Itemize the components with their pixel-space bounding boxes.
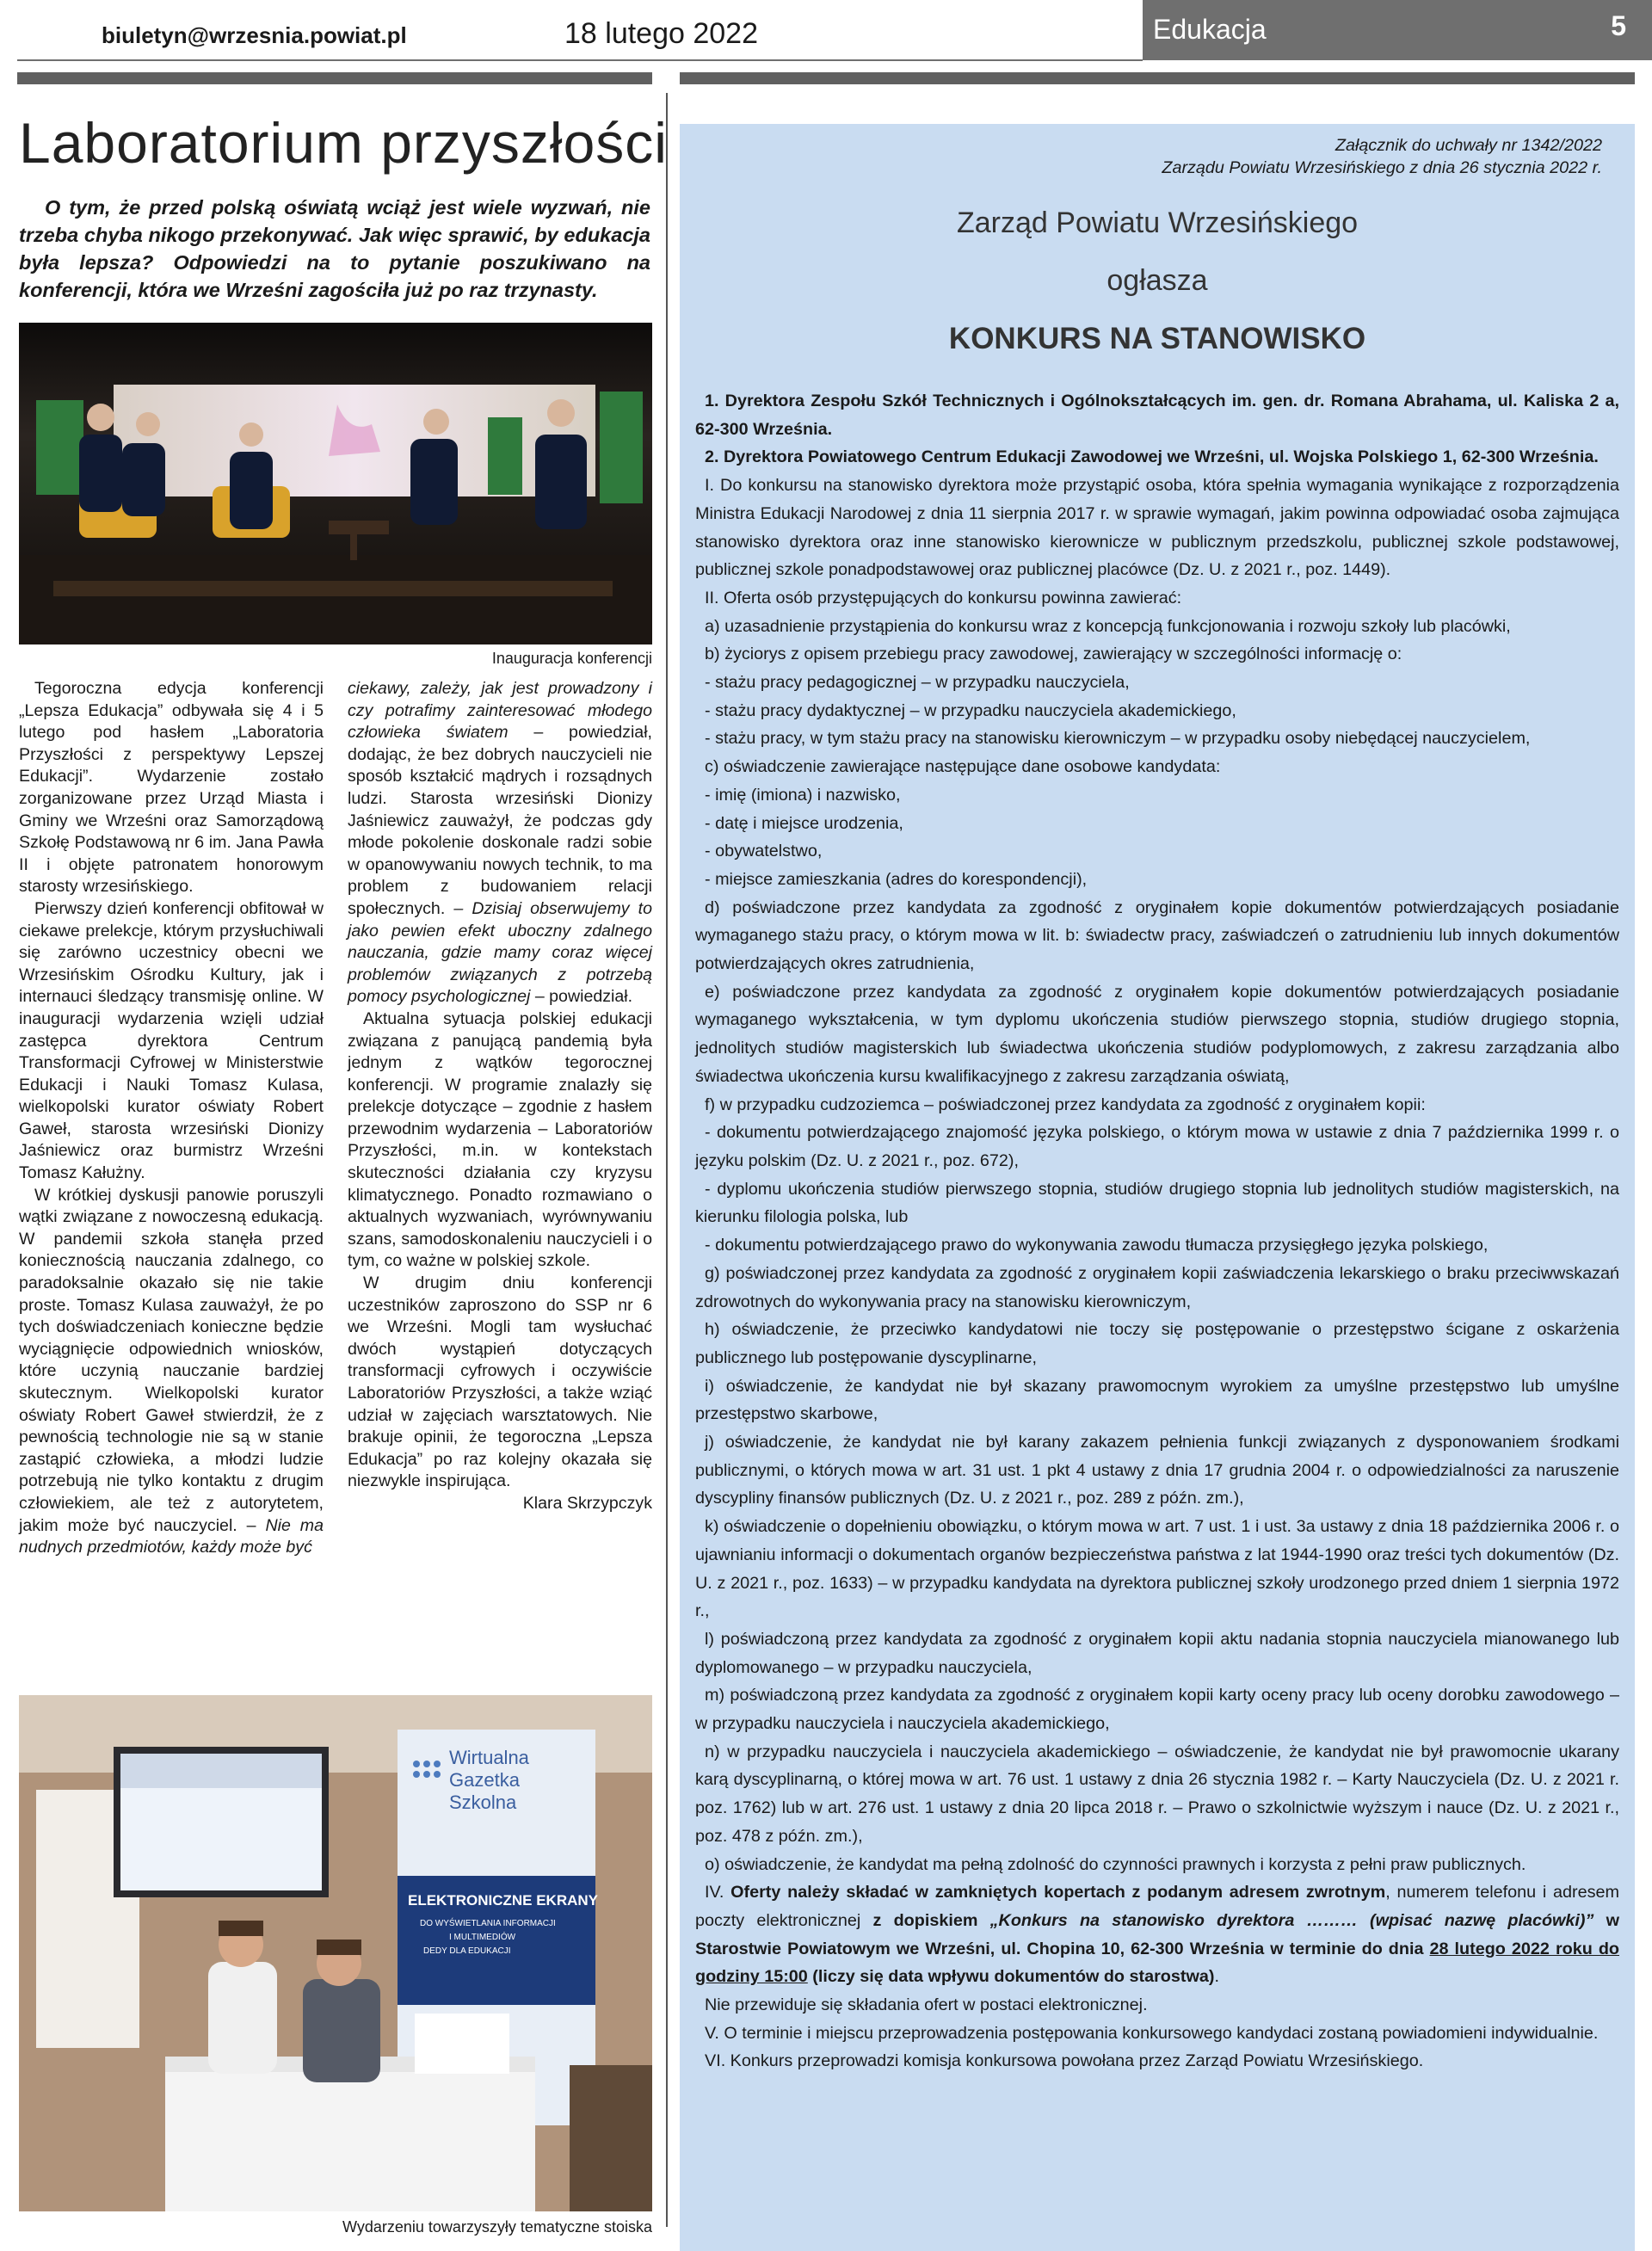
- quote-text: – Dzisiaj obserwujemy to jako pewien efekt uboczny zdalnego nauczania, gdzie mamy coraz więcej problemów związanych z potrzebą pomocy psychologicznej: [348, 898, 652, 1007]
- iv-bold: z dopiskiem: [872, 1910, 990, 1930]
- exhibition-stand-photo: [19, 1695, 652, 2211]
- iv-text: , numerem telefonu i adresem poczty elektronicznej: [695, 1883, 1619, 1930]
- quote-text: Nie ma nudnych przedmiotów, każdy może być: [19, 1515, 324, 1557]
- iv-envelope-label: „Konkurs na stanowisko dyrektora ……… (wpisać nazwę placówki)”: [989, 1910, 1594, 1930]
- conference-stage-photo: [19, 323, 652, 644]
- banner-brand-line3: Szkolna: [449, 1792, 517, 1813]
- header-rule: [17, 59, 1143, 61]
- notice-item: I. Do konkursu na stanowisko dyrektora może przystąpić osoba, która spełnia wymagania wynikające z rozporządzenia Ministra Edukacji Narodowej z dnia 11 sierpnia 2017 r. w sprawie wymagań, jakim powinna odpowiadać osoba zajmująca stanowisko dyrektora oraz inne stanowisko kierownicze w publicznym przedszkolu, publicznej szkole podstawowej, publicznej szkole ponadpodstawowej oraz publicznej placówce (Dz. U. z 2021 r., poz. 1449).: [695, 476, 1619, 580]
- article-column-2: [348, 678, 652, 1515]
- notice-item: k) oświadczenie o dopełnieniu obowiązku, o którym mowa w art. 7 ust. 1 i ust. 3a ustawy z dnia 18 października 2006 r. o ujawnianiu informacji o dokumentach organów bezpieczeństwa państwa z lat 1944-1990 oraz treści tych dokumentów (Dz. U. z 2021 r., poz. 1633) – w przypadku kandydata na dyrektora publicznej szkoły urodzonego przed dniem 1 sierpnia 1972 r.,: [695, 1517, 1619, 1621]
- notice-organization: Zarząd Powiatu Wrzesińskiego: [956, 207, 1359, 239]
- paragraph-text: – powiedział.: [530, 987, 633, 1007]
- quote-text: ciekawy, zależy, jak jest prowadzony i czy potrafimy zainteresować młodego człowieka światem: [348, 679, 652, 743]
- submission-instructions: [695, 1878, 1619, 1991]
- notice-item: e) poświadczone przez kandydata za zgodność z oryginałem kopie dokumentów potwierdzających posiadanie wymaganego wykształcenia, w tym dyplomu ukończenia studiów pierwszego stopnia, studiów drugiego stopnia, jednolitych studiów magisterskich lub świadectwa ukończenia studiów podyplomowych, z zakresu zarządzania albo świadectwa ukończenia kursu kwalifikacyjnego z zakresu zarządzania oświatą,: [695, 982, 1619, 1086]
- notice-item: a) uzasadnienie przystąpienia do konkursu wraz z koncepcją funkcjonowania i rozwoju szkoły lub placówki,: [705, 616, 1511, 636]
- banner-sub3: DEDY DLA EDUKACJI: [423, 1946, 511, 1956]
- iv-bold: w Starostwie Powiatowym we Wrześni, ul. Chopina 10, 62-300 Września w terminie do dnia: [695, 1910, 1619, 1958]
- iv-bold: Oferty należy składać w zamkniętych kopertach z podanym adresem zwrotnym: [730, 1883, 1386, 1903]
- iv-text: .: [1214, 1967, 1219, 1987]
- annex-reference: [1162, 134, 1602, 179]
- left-column-rule: [17, 72, 652, 84]
- article-lead: O tym, że przed polską oświatą wciąż jest wiele wyzwań, nie trzeba chyba nikogo przekonywać. Jak więc sprawić, by edukacja była lepsza? Odpowiedzi na to pytanie poszukiwano na konferencji, która we Wrześni zagościła już po raz trzynasty.: [19, 196, 650, 301]
- header-email: biuletyn@wrzesnia.powiat.pl: [102, 22, 407, 48]
- header-date: 18 lutego 2022: [564, 17, 758, 50]
- notice-item: m) poświadczoną przez kandydata za zgodność z oryginałem kopii karty oceny pracy lub oceny dorobku zawodowego – w przypadku nauczyciela i nauczyciela akademickiego,: [695, 1686, 1619, 1734]
- notice-item: f) w przypadku cudzoziemca – poświadczonej przez kandydata za zgodność z oryginałem kopii:: [705, 1095, 1426, 1114]
- paragraph: [348, 678, 652, 1008]
- banner-sub1: DO WYŚWIETLANIA INFORMACJI: [420, 1919, 556, 1928]
- notice-item: o) oświadczenie, że kandydat ma pełną zdolność do czynności prawnych i korzysta z pełni praw publicznych.: [705, 1854, 1526, 1874]
- photo1-caption: Inauguracja konferencji: [491, 650, 652, 667]
- notice-title: KONKURS NA STANOWISKO: [948, 322, 1366, 355]
- section-banner: [1143, 0, 1652, 60]
- banner-headline: ELEKTRONICZNE EKRANY: [408, 1892, 599, 1909]
- notice-item: i) oświadczenie, że kandydat nie był skazany prawomocnym wyrokiem za umyślne przestępstwo lub umyślne przestępstwo skarbowe,: [695, 1376, 1619, 1424]
- notice-item: - stażu pracy dydaktycznej – w przypadku nauczyciela akademickiego,: [705, 700, 1236, 720]
- paragraph: Tegoroczna edycja konferencji „Lepsza Edukacja” odbywała się 4 i 5 lutego pod hasłem „Laboratoria Przyszłości z perspektywy Lepszej Edukacji”. Wydarzenie zostało zorganizowane przez Urząd Miasta i Gminy we Wrześni oraz Samorządową Szkołę Podstawową nr 6 im. Jana Pawła II i objęte patronatem honorowym starosty wrzesińskiego.: [19, 679, 324, 897]
- notice-item: VI. Konkurs przeprowadzi komisja konkursowa powołana przez Zarząd Powiatu Wrzesińskiego.: [705, 2051, 1424, 2071]
- right-column-rule: [680, 72, 1635, 84]
- column-divider: [666, 93, 668, 2227]
- iv-bold: (liczy się data wpływu dokumentów do starostwa): [807, 1967, 1215, 1987]
- notice-item: g) poświadczonej przez kandydata za zgodność z oryginałem kopii zaświadczenia lekarskiego o braku przeciwwskazań zdrowotnych do wykonywania pracy na stanowisku kierowniczym,: [695, 1263, 1619, 1311]
- notice-item: - stażu pracy, w tym stażu pracy na stanowisku kierowniczym – w przypadku osoby niebędącej nauczycielem,: [705, 729, 1531, 749]
- photo2-caption: Wydarzeniu towarzyszyły tematyczne stoiska: [342, 2218, 652, 2236]
- banner-brand-line1: Wirtualna: [449, 1747, 529, 1768]
- notice-item: - datę i miejsce urodzenia,: [705, 813, 903, 833]
- notice-item: Nie przewiduje się składania ofert w postaci elektronicznej.: [705, 1995, 1148, 2015]
- notice-item: - dokumentu potwierdzającego prawo do wykonywania zawodu tłumacza przysięgłego języka polskiego,: [705, 1236, 1489, 1255]
- notice-item: d) poświadczone przez kandydata za zgodność z oryginałem kopie dokumentów potwierdzających posiadanie wymaganego stażu pracy, o którym mowa w lit. b: świadectw pracy, zaświadczeń o zatrudnieniu lub innych dokumentów potwierdzających okres zatrudnienia,: [695, 897, 1619, 974]
- notice-body: [695, 387, 1619, 2075]
- notice-item: - imię (imiona) i nazwisko,: [705, 785, 901, 805]
- notice-item: V. O terminie i miejscu przeprowadzenia postępowania konkursowego kandydaci zostaną powiadomieni indywidualnie.: [705, 2023, 1599, 2043]
- annex-line: Załącznik do uchwały nr 1342/2022: [1335, 136, 1602, 155]
- banner-sub2: I MULTIMEDIÓW: [449, 1933, 516, 1942]
- notice-item: - dyplomu ukończenia studiów pierwszego stopnia, studiów drugiego stopnia lub jednolitych studiów magisterskich, na kierunku filologia polska, lub: [695, 1179, 1619, 1227]
- paragraph: [19, 1185, 324, 1559]
- iv-lead: IV.: [705, 1883, 731, 1903]
- notice-verb: ogłasza: [1106, 264, 1208, 297]
- notice-item: - dokumentu potwierdzającego znajomość języka polskiego, o którym mowa w ustawie z dnia 7 października 1999 r. o języku polskim (Dz. U. z 2021 r., poz. 672),: [695, 1123, 1619, 1170]
- notice-item: n) w przypadku nauczyciela i nauczyciela akademickiego – oświadczenie, że kandydat nie był prawomocnie ukarany karą dyscyplinarną, o której mowa w art. 76 ust. 1 ustawy z dnia 26 stycznia 1982 r. – Karty Nauczyciela (Dz. U. z 2021 r. poz. 1762) lub w art. 276 ust. 1 ustawy z dnia 20 lipca 2018 r. – Prawo o szkolnictwie wyższym i nauce (Dz. U. z 2021 r., poz. 478 z późn. zm.),: [695, 1742, 1619, 1846]
- paragraph: Aktualna sytuacja polskiej edukacji związana z panującą pandemią była jednym z wątków tegorocznej konferencji. W programie znalazły się prelekcje dotyczące – zgodnie z hasłem przewodnim wydarzenia – Laboratoriów Przyszłości, m.in. w kontekstach skuteczności działania czy kryzysu klimatycznego. Ponadto rozmawiano o aktualnych wyzwaniach, wyrównywaniu szans, samodoskonaleniu nauczycieli i o tym, co ważne w polskiej szkole.: [348, 1008, 652, 1271]
- notice-item: j) oświadczenie, że kandydat nie był karany zakazem pełnienia funkcji związanych z dysponowaniem środkami publicznymi, o których mowa w art. 31 ust. 1 pkt 4 ustawy z dnia 17 grudnia 2004 r. o odpowiedzialności za naruszenie dyscypliny finansów publicznych (Dz. U. z 2021 r., poz. 289 z późn. zm.),: [695, 1433, 1619, 1508]
- article-title: Laboratorium przyszłości: [19, 111, 668, 175]
- paragraph: Pierwszy dzień konferencji obfitował w ciekawe prelekcje, którym przysłuchiwali się zarówno uczestnicy obecni we Wrzesińskim Ośrodku Kultury, jak i internauci śledzący transmisję online. W inauguracji wydarzenia wzięli udział zastępca dyrektora Centrum Transformacji Cyfrowej w Ministerstwie Edukacji i Nauki Tomasz Kulasa, wielkopolski kurator oświaty Robert Gaweł, starosta wrzesiński Dionizy Jaśniewicz oraz burmistrz Wrześni Tomasz Kałużny.: [19, 898, 324, 1183]
- banner-brand-line2: Gazetka: [449, 1769, 520, 1791]
- paragraph-text: – powiedział, dodając, że bez dobrych nauczycieli nie sposób kształcić mądrych i rozsądnych ludzi. Starosta wrzesiński Dionizy Jaśniewicz zauważył, że podczas gdy młode pokolenie doskonale radzi sobie w opanowywaniu nowych technik, to ma problem z budowaniem relacji społecznych.: [348, 723, 652, 918]
- notice-item: - miejsce zamieszkania (adres do korespondencji),: [705, 869, 1088, 889]
- notice-item: l) poświadczoną przez kandydata za zgodność z oryginałem kopii aktu nadania stopnia nauczyciela mianowanego lub dyplomowanego – w przypadku nauczyciela,: [695, 1629, 1619, 1677]
- notice-item: II. Oferta osób przystępujących do konkursu powinna zawierać:: [705, 588, 1182, 607]
- notice-item: c) oświadczenie zawierające następujące dane osobowe kandydata:: [705, 757, 1221, 777]
- competition-notice: [680, 124, 1635, 2251]
- position-item: 1. Dyrektora Zespołu Szkół Technicznych i Ogólnokształcących im. gen. dr. Romana Abrahama, ul. Kaliska 2 a, 62-300 Września.: [695, 392, 1619, 439]
- section-label: Edukacja: [1153, 14, 1267, 45]
- article-author: Klara Skrzypczyk: [522, 1493, 652, 1513]
- notice-item: h) oświadczenie, że przeciwko kandydatowi nie toczy się postępowanie o przestępstwo ścigane z oskarżenia publicznego lub postępowanie dyscyplinarne,: [695, 1320, 1619, 1367]
- annex-line: Zarządu Powiatu Wrzesińskiego z dnia 26 stycznia 2022 r.: [1162, 158, 1602, 177]
- page-number: 5: [1611, 10, 1626, 41]
- article-column-1: [19, 678, 324, 1559]
- notice-item: b) życiorys z opisem przebiegu pracy zawodowej, zawierający w szczególności informację o:: [705, 644, 1402, 664]
- notice-item: - stażu pracy pedagogicznej – w przypadku nauczyciela,: [705, 673, 1130, 693]
- iv-deadline: 28 lutego 2022 roku do godziny 15:00: [695, 1939, 1619, 1987]
- notice-item: - obywatelstwo,: [705, 842, 823, 861]
- page-header: [0, 0, 1652, 60]
- paragraph-text: W krótkiej dyskusji panowie poruszyli wątki związane z nowoczesną edukacją. W pandemii szkoła stanęła przed koniecznością nauczania zdalnego, co paradoksalnie okazało się nie takie proste. Tomasz Kulasa zauważył, że po tych doświadczeniach konieczne będzie wyciągnięcie odpowiednich wniosków, które uczynią nauczanie bardziej skutecznym. Wielkopolski kurator oświaty Robert Gaweł stwierdził, że z pewnością technologie nie są w stanie zastąpić człowieka, a młodzi ludzie potrzebują nie tylko kontaktu z drugim człowiekiem, ale też z autorytetem, jakim może być nauczyciel. –: [19, 1185, 324, 1535]
- paragraph: W drugim dniu konferencji uczestników zaproszono do SSP nr 6 we Wrześni. Mogli tam wysłuchać dwóch wystąpień dotyczących transformacji cyfrowych i oczywiście Laboratoriów Przyszłości, a także wziąć udział w zajęciach warsztatowych. Nie brakuje opinii, że tegoroczna „Lepsza Edukacja” po raz kolejny okazała się niezwykle inspirująca.: [348, 1274, 652, 1491]
- position-item: 2. Dyrektora Powiatowego Centrum Edukacji Zawodowej we Wrześni, ul. Wojska Polskiego 1, 62-300 Września.: [705, 447, 1599, 467]
